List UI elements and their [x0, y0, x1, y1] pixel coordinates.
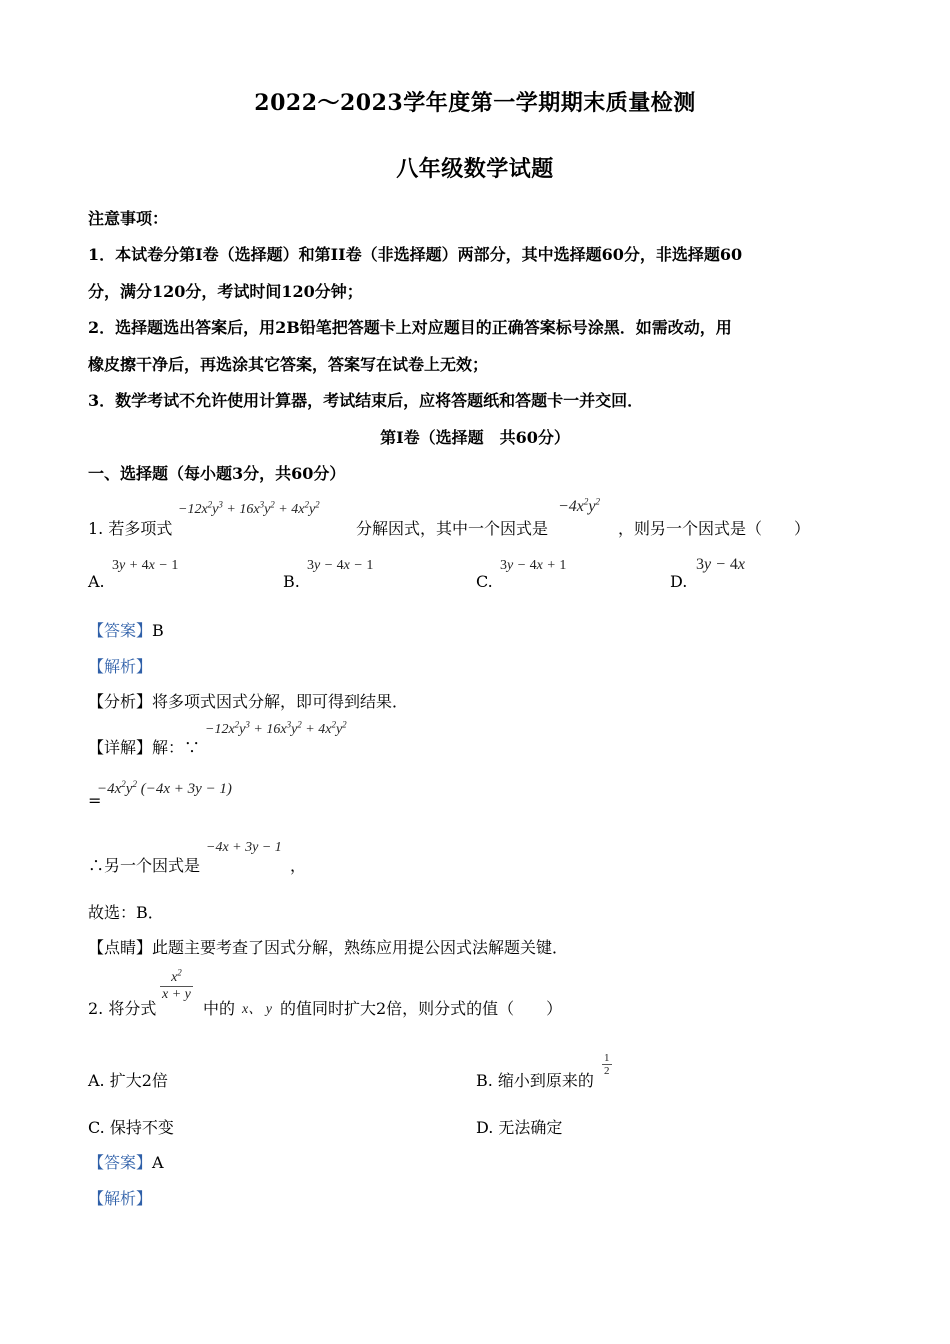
q2-option-a: A. 扩大2倍 [88, 1071, 168, 1090]
q1-option-d: 3y − 4x [696, 556, 746, 573]
volume-heading: 第I卷（选择题 共60分） [380, 428, 570, 447]
detail-text: 解：∵ [152, 738, 201, 757]
detail-tag: 【详解】 [88, 738, 153, 757]
comment-tag: 【点睛】 [88, 938, 153, 957]
q1-polynomial: $-12x^2y^3 + 16x^3y^2 + 4x^2y^2$ [178, 499, 320, 517]
q1-answer [88, 618, 164, 641]
q2-answer [88, 1150, 164, 1173]
q1-option-d-label: D. [670, 572, 688, 591]
notice-heading: 注意事项： [88, 209, 169, 228]
q1-detail [88, 735, 200, 758]
q1-analysis-tag: 【解析】 [88, 657, 153, 676]
answer-value: A [152, 1153, 164, 1172]
q2-suffix: 的值同时扩大2倍，则分式的值（ ） [280, 999, 563, 1018]
notice-item-2-line-2: 橡皮擦干净后，再选涂其它答案，答案写在试卷上无效； [88, 355, 489, 374]
part-heading: 一、选择题（每小题3分，共60分） [88, 464, 346, 483]
q1-given-factor: $-4x^2y^2$ [558, 496, 601, 515]
q1-fenxi [88, 689, 408, 712]
q1-mid: 分解因式，其中一个因式是 [356, 519, 549, 538]
q1-option-a-label: A. [88, 572, 105, 591]
q1-option-c-label: C. [476, 572, 493, 591]
q1-comment [88, 935, 568, 958]
page-title: 2022～2023学年度第一学期期末质量检测 [254, 90, 696, 116]
fenxi-text: 将多项式因式分解，即可得到结果． [152, 692, 409, 711]
q2-prefix: 2. 将分式 [88, 999, 157, 1018]
q1-detail-polynomial: $-12x^2y^3 + 16x^3y^2 + 4x^2y^2$ [205, 719, 347, 737]
q1-option-a: 3y + 4x − 1 [112, 558, 179, 573]
notice-item-2-line-1: 2．选择题选出答案后，用2B铅笔把答题卡上对应题目的正确答案标号涂黑．如需改动，用 [88, 318, 732, 337]
fenxi-tag: 【分析】 [88, 692, 153, 711]
q2-option-b: B. 缩小到原来的 [476, 1071, 594, 1090]
q2-fraction: $\frac{x^2}{x + y}$ [162, 967, 191, 1002]
q1-other-factor: −4x + 3y − 1 [206, 840, 282, 855]
notice-item-3: 3．数学考试不允许使用计算器，考试结束后，应将答题纸和答题卡一并交回． [88, 391, 644, 410]
q1-suffix: ，则另一个因式是（ ） [618, 519, 811, 538]
q1-factored: $-4x^2y^2$ (−4x + 3y − 1) [97, 779, 232, 797]
q1-therefore-end: ， [290, 856, 307, 875]
q1-option-c: 3y − 4x + 1 [500, 558, 567, 573]
q1-option-b: 3y − 4x − 1 [307, 558, 374, 573]
q2-mid: 中的 [203, 999, 236, 1018]
q1-choose: 故选：B． [88, 903, 164, 922]
q1-therefore: ∴另一个因式是 [88, 856, 201, 875]
answer-value: B [152, 621, 164, 640]
answer-tag: 【答案】 [88, 1153, 153, 1172]
q2-option-d: D. 无法确定 [476, 1118, 563, 1137]
comment-text: 此题主要考查了因式分解，熟练应用提公因式法解题关键． [152, 938, 569, 957]
q2-variables: x、 y [242, 1002, 272, 1017]
q2-option-b-fraction: $\frac{1}{2}$ [604, 1052, 610, 1077]
q2-option-c: C. 保持不变 [88, 1118, 174, 1137]
q2-analysis-tag: 【解析】 [88, 1189, 153, 1208]
q1-equals-sign: = [88, 791, 102, 810]
answer-tag: 【答案】 [88, 621, 153, 640]
q1-prefix: 1. 若多项式 [88, 519, 173, 538]
notice-item-1-line-1: 1．本试卷分第I卷（选择题）和第II卷（非选择题）两部分，其中选择题60分，非选择题60 [88, 245, 743, 264]
page-subtitle: 八年级数学试题 [396, 156, 554, 182]
notice-item-1-line-2: 分，满分120分，考试时间120分钟； [88, 282, 363, 301]
q1-option-b-label: B. [283, 572, 300, 591]
